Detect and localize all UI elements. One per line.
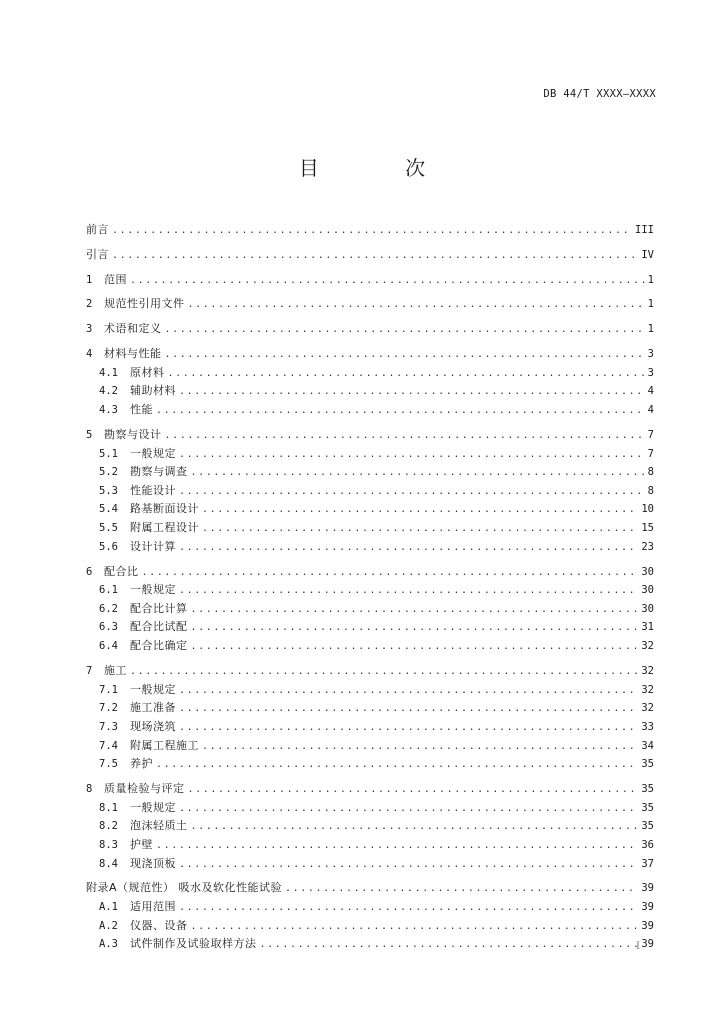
- toc-entry-label: 附属工程设计: [130, 521, 199, 535]
- toc-entry[interactable]: [86, 246, 654, 265]
- toc-leader-dots: [202, 520, 638, 538]
- toc-leader-dots: [179, 700, 638, 718]
- toc-leader-dots: [285, 880, 638, 898]
- toc-entry-label: 一般规定: [130, 800, 176, 814]
- toc-entry-label: 一般规定: [130, 682, 176, 696]
- toc-entry-page: 3: [647, 366, 654, 379]
- toc-leader-dots: [179, 539, 638, 557]
- toc-entry-label: 路基断面设计: [130, 502, 199, 516]
- toc-entry-number: 3: [86, 323, 93, 336]
- toc-leader-dots: [191, 818, 639, 836]
- toc-entry-label: 现场浇筑: [130, 719, 176, 733]
- toc-leader-dots: [188, 296, 645, 314]
- toc-entry[interactable]: [86, 295, 654, 314]
- toc-entry[interactable]: [86, 426, 654, 445]
- toc-entry-page: 34: [641, 739, 654, 752]
- toc-entry-label: 配合比: [104, 564, 139, 578]
- toc-entry-label: 原材料: [130, 365, 165, 379]
- toc-entry-label: 范围: [104, 272, 127, 286]
- toc-entry-page: 8: [647, 484, 654, 497]
- toc-leader-dots: [191, 601, 639, 619]
- toc-entry-label: 适用范围: [130, 900, 176, 914]
- toc-entry-page: 1: [647, 323, 654, 336]
- toc-leader-dots: [179, 800, 638, 818]
- toc-entry-label: 勘察与设计: [104, 427, 162, 441]
- toc-leader-dots: [112, 247, 638, 265]
- toc-entry-number: 8: [86, 782, 93, 795]
- toc-entry[interactable]: [86, 699, 654, 718]
- toc-entry-page: 23: [641, 540, 654, 553]
- toc-entry-label: 性能: [130, 403, 153, 417]
- toc-entry-page: 35: [641, 782, 654, 795]
- toc-entry[interactable]: [86, 500, 654, 519]
- toc-entry-label: 附属工程施工: [130, 738, 199, 752]
- toc-entry-number: 7.4: [99, 739, 118, 752]
- toc-entry-number: 4.1: [99, 366, 118, 379]
- toc-entry-page: 8: [647, 466, 654, 479]
- toc-leader-dots: [179, 719, 638, 737]
- toc-entry-page: 32: [641, 640, 654, 653]
- toc-entry-number: 7.1: [99, 683, 118, 696]
- toc-entry-page: 31: [641, 621, 654, 634]
- toc-entry-page: 35: [641, 820, 654, 833]
- toc-entry-page: IV: [641, 248, 654, 261]
- toc-entry-label: 试件制作及试验取样方法: [130, 937, 257, 951]
- toc-entry-label: 前言: [86, 223, 109, 236]
- toc-entry[interactable]: [86, 836, 654, 855]
- toc-entry[interactable]: [86, 817, 654, 836]
- toc-entry-number: 6: [86, 565, 93, 578]
- toc-entry-number: 6.3: [99, 621, 118, 634]
- toc-entry-number: 5.5: [99, 522, 118, 535]
- toc-entry-label: 配合比计算: [130, 601, 188, 615]
- toc-leader-dots: [179, 856, 638, 874]
- toc-leader-dots: [142, 564, 639, 582]
- toc-entry-number: 8.1: [99, 801, 118, 814]
- toc-entry[interactable]: [86, 463, 654, 482]
- toc-entry[interactable]: [86, 345, 654, 364]
- toc-entry[interactable]: [86, 879, 654, 898]
- toc-leader-dots: [165, 321, 645, 339]
- toc-entry-page: 39: [641, 901, 654, 914]
- toc-entry-page: 35: [641, 801, 654, 814]
- toc-entry-page: 30: [641, 584, 654, 597]
- toc-entry-page: 30: [641, 565, 654, 578]
- toc-leader-dots: [191, 619, 639, 637]
- toc-entry-label: 引言: [86, 247, 109, 261]
- page-number: I: [636, 941, 640, 952]
- toc-entry[interactable]: [86, 271, 654, 290]
- toc-leader-dots: [191, 918, 639, 936]
- toc-entry-number: 6.2: [99, 602, 118, 615]
- toc-entry-number: A.3: [99, 938, 118, 951]
- toc-leader-dots: [191, 464, 645, 482]
- toc-leader-dots: [130, 272, 645, 290]
- toc-leader-dots: [260, 936, 639, 954]
- toc-entry-page: 15: [641, 522, 654, 535]
- toc-entry-page: 7: [647, 428, 654, 441]
- toc-entry-page: 39: [641, 938, 654, 951]
- toc-entry[interactable]: [86, 662, 654, 681]
- toc-entry[interactable]: [86, 755, 654, 774]
- table-of-contents: [86, 221, 654, 954]
- toc-leader-dots: [188, 781, 639, 799]
- toc-entry[interactable]: [86, 737, 654, 756]
- toc-entry-label: 配合比确定: [130, 639, 188, 653]
- toc-entry-page: 39: [641, 919, 654, 932]
- toc-entry-page: 39: [641, 882, 654, 895]
- toc-entry-label: 泡沫轻质土: [130, 819, 188, 833]
- toc-entry-number: 8.2: [99, 820, 118, 833]
- toc-entry[interactable]: [86, 563, 654, 582]
- toc-entry-page: 4: [647, 385, 654, 398]
- toc-entry[interactable]: [86, 320, 654, 339]
- toc-entry[interactable]: [86, 221, 654, 240]
- toc-leader-dots: [179, 582, 638, 600]
- toc-entry-label: 一般规定: [130, 583, 176, 597]
- toc-entry-page: 3: [647, 348, 654, 361]
- toc-entry-number: 8.4: [99, 857, 118, 870]
- toc-entry-label: 养护: [130, 757, 153, 771]
- toc-entry[interactable]: [86, 538, 654, 557]
- toc-leader-dots: [165, 346, 645, 364]
- toc-entry-number: 5.3: [99, 484, 118, 497]
- toc-leader-dots: [179, 383, 645, 401]
- toc-entry-number: 4.2: [99, 385, 118, 398]
- document-code: DB 44/T XXXX—XXXX: [543, 88, 656, 100]
- toc-leader-dots: [168, 365, 645, 383]
- toc-entry[interactable]: [86, 382, 654, 401]
- toc-leader-dots: [156, 756, 638, 774]
- toc-entry-page: 1: [647, 298, 654, 311]
- toc-entry-page: 32: [641, 664, 654, 677]
- toc-entry-number: A.2: [99, 919, 118, 932]
- toc-entry[interactable]: [86, 855, 654, 874]
- toc-entry-number: 8.3: [99, 838, 118, 851]
- toc-entry-number: 6.4: [99, 640, 118, 653]
- toc-entry-label: 附录A（规范性） 吸水及软化性能试验: [86, 881, 283, 895]
- toc-leader-dots: [156, 837, 638, 855]
- toc-entry[interactable]: [86, 637, 654, 656]
- toc-entry-label: 设计计算: [130, 539, 176, 553]
- toc-entry-page: 32: [641, 683, 654, 696]
- toc-entry-label: 施工准备: [130, 701, 176, 715]
- toc-entry-label: 质量检验与评定: [104, 781, 185, 795]
- toc-entry-label: 施工: [104, 663, 127, 677]
- toc-leader-dots: [202, 738, 638, 756]
- toc-entry-number: 7: [86, 664, 93, 677]
- toc-entry-label: 性能设计: [130, 483, 176, 497]
- toc-entry-page: 30: [641, 602, 654, 615]
- toc-entry[interactable]: [86, 364, 654, 383]
- toc-entry[interactable]: [86, 600, 654, 619]
- toc-entry-page: 7: [647, 447, 654, 460]
- toc-entry-number: 4: [86, 348, 93, 361]
- toc-leader-dots: [112, 222, 632, 240]
- toc-entry-page: 36: [641, 838, 654, 851]
- toc-entry-number: A.1: [99, 901, 118, 914]
- toc-entry[interactable]: [86, 718, 654, 737]
- toc-entry-label: 现浇顶板: [130, 856, 176, 870]
- toc-entry-label: 材料与性能: [104, 347, 162, 361]
- toc-entry[interactable]: [86, 445, 654, 464]
- toc-entry-number: 7.3: [99, 720, 118, 733]
- toc-title: 目 次: [298, 156, 466, 180]
- toc-entry[interactable]: [86, 780, 654, 799]
- toc-entry[interactable]: [86, 681, 654, 700]
- toc-entry-page: 4: [647, 404, 654, 417]
- toc-entry[interactable]: [86, 618, 654, 637]
- toc-leader-dots: [179, 446, 645, 464]
- toc-entry[interactable]: [86, 482, 654, 501]
- toc-entry[interactable]: [86, 917, 654, 936]
- toc-entry-number: 5.4: [99, 503, 118, 516]
- toc-entry[interactable]: [86, 799, 654, 818]
- toc-entry-number: 5.6: [99, 540, 118, 553]
- toc-leader-dots: [202, 501, 638, 519]
- toc-entry-page: 1: [647, 273, 654, 286]
- toc-entry-number: 5.2: [99, 466, 118, 479]
- toc-leader-dots: [179, 483, 645, 501]
- toc-leader-dots: [179, 899, 638, 917]
- toc-entry-number: 5.1: [99, 447, 118, 460]
- toc-entry-number: 7.5: [99, 758, 118, 771]
- toc-leader-dots: [130, 663, 638, 681]
- toc-entry[interactable]: [86, 581, 654, 600]
- toc-entry-page: 32: [641, 702, 654, 715]
- toc-entry[interactable]: [86, 898, 654, 917]
- toc-leader-dots: [179, 682, 638, 700]
- toc-entry-label: 护壁: [130, 837, 153, 851]
- toc-entry-number: 1: [86, 273, 93, 286]
- toc-entry-number: 4.3: [99, 404, 118, 417]
- toc-leader-dots: [165, 427, 645, 445]
- toc-entry-page: 33: [641, 720, 654, 733]
- toc-entry-label: 一般规定: [130, 446, 176, 460]
- toc-entry-number: 7.2: [99, 702, 118, 715]
- toc-entry-label: 仪器、设备: [130, 918, 188, 932]
- toc-entry-label: 辅助材料: [130, 384, 176, 398]
- toc-entry-page: III: [635, 224, 654, 236]
- toc-leader-dots: [156, 402, 645, 420]
- toc-entry-number: 6.1: [99, 584, 118, 597]
- toc-entry-page: 37: [641, 857, 654, 870]
- toc-entry[interactable]: [86, 519, 654, 538]
- toc-leader-dots: [191, 638, 639, 656]
- toc-entry-number: 5: [86, 428, 93, 441]
- toc-entry-label: 术语和定义: [104, 322, 162, 336]
- toc-entry-label: 配合比试配: [130, 620, 188, 634]
- toc-entry-page: 10: [641, 503, 654, 516]
- toc-entry[interactable]: [86, 935, 654, 954]
- toc-entry-page: 35: [641, 758, 654, 771]
- toc-entry-label: 勘察与调查: [130, 465, 188, 479]
- toc-entry-number: 2: [86, 298, 93, 311]
- toc-entry-label: 规范性引用文件: [104, 297, 185, 311]
- toc-entry[interactable]: [86, 401, 654, 420]
